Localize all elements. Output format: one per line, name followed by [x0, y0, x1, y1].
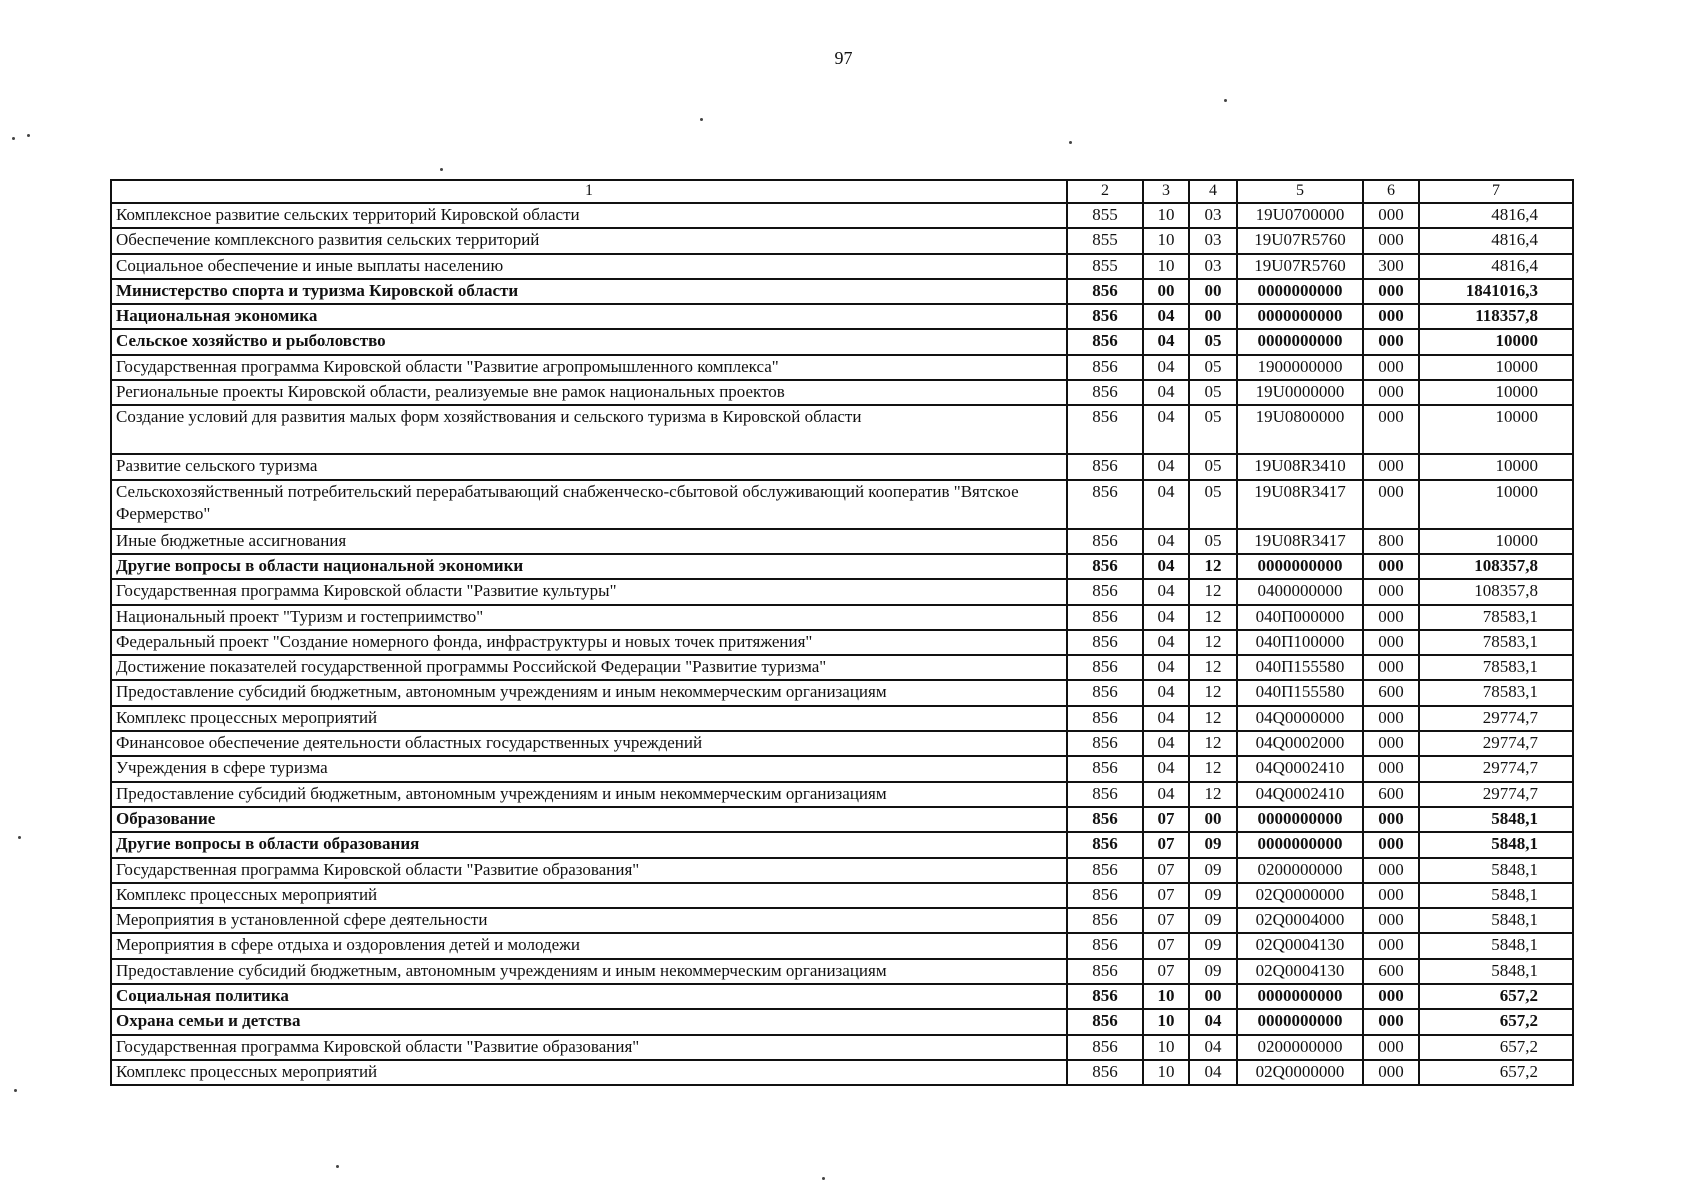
cell-subsection: 05: [1189, 355, 1237, 380]
cell-ved-code: 855: [1067, 254, 1143, 279]
cell-expense-type: 000: [1363, 329, 1419, 354]
cell-section: 04: [1143, 731, 1189, 756]
cell-name: Национальный проект "Туризм и гостеприимство": [111, 605, 1067, 630]
cell-amount: 78583,1: [1419, 680, 1573, 705]
cell-ved-code: 856: [1067, 554, 1143, 579]
cell-section: 07: [1143, 832, 1189, 857]
cell-name: Государственная программа Кировской области "Развитие культуры": [111, 579, 1067, 604]
cell-section: 04: [1143, 706, 1189, 731]
cell-amount: 29774,7: [1419, 756, 1573, 781]
cell-subsection: 12: [1189, 680, 1237, 705]
cell-section: 00: [1143, 279, 1189, 304]
cell-name: Охрана семьи и детства: [111, 1009, 1067, 1034]
table-row: [111, 1009, 1573, 1034]
table-row: [111, 254, 1573, 279]
cell-subsection: 05: [1189, 529, 1237, 554]
cell-ved-code: 856: [1067, 984, 1143, 1009]
cell-expense-type: 000: [1363, 454, 1419, 479]
table-row: [111, 984, 1573, 1009]
cell-target-article: 0000000000: [1237, 1009, 1363, 1034]
cell-amount: 1841016,3: [1419, 279, 1573, 304]
cell-section: 10: [1143, 1060, 1189, 1085]
cell-subsection: 04: [1189, 1009, 1237, 1034]
table-row: [111, 554, 1573, 579]
cell-expense-type: 000: [1363, 1060, 1419, 1085]
cell-name: Достижение показателей государственной программы Российской Федерации "Развитие туризма": [111, 655, 1067, 680]
cell-section: 07: [1143, 933, 1189, 958]
cell-amount: 657,2: [1419, 1060, 1573, 1085]
cell-amount: 29774,7: [1419, 731, 1573, 756]
cell-ved-code: 856: [1067, 731, 1143, 756]
cell-amount: 5848,1: [1419, 883, 1573, 908]
cell-ved-code: 856: [1067, 1035, 1143, 1060]
cell-expense-type: 000: [1363, 380, 1419, 405]
cell-expense-type: 600: [1363, 959, 1419, 984]
cell-amount: 10000: [1419, 529, 1573, 554]
cell-amount: 10000: [1419, 454, 1573, 479]
table-row: [111, 329, 1573, 354]
cell-amount: 5848,1: [1419, 807, 1573, 832]
cell-ved-code: 856: [1067, 355, 1143, 380]
cell-name: Обеспечение комплексного развития сельских территорий: [111, 228, 1067, 253]
table-row: [111, 228, 1573, 253]
cell-amount: 78583,1: [1419, 605, 1573, 630]
cell-section: 04: [1143, 529, 1189, 554]
cell-target-article: 04Q0002410: [1237, 782, 1363, 807]
cell-subsection: 09: [1189, 883, 1237, 908]
cell-expense-type: 000: [1363, 655, 1419, 680]
cell-name: Предоставление субсидий бюджетным, автономным учреждениям и иным некоммерческим организациям: [111, 959, 1067, 984]
cell-amount: 29774,7: [1419, 782, 1573, 807]
table-row: [111, 579, 1573, 604]
cell-ved-code: 856: [1067, 1009, 1143, 1034]
table-row: [111, 832, 1573, 857]
table-row: [111, 380, 1573, 405]
cell-section: 07: [1143, 908, 1189, 933]
cell-target-article: 19U08R3417: [1237, 529, 1363, 554]
cell-name: Региональные проекты Кировской области, реализуемые вне рамок национальных проектов: [111, 380, 1067, 405]
cell-ved-code: 855: [1067, 203, 1143, 228]
cell-name: Финансовое обеспечение деятельности областных государственных учреждений: [111, 731, 1067, 756]
cell-subsection: 12: [1189, 756, 1237, 781]
cell-expense-type: 000: [1363, 228, 1419, 253]
cell-target-article: 19U07R5760: [1237, 254, 1363, 279]
table-row: [111, 279, 1573, 304]
cell-name: Комплекс процессных мероприятий: [111, 1060, 1067, 1085]
col-header-ved: 2: [1067, 180, 1143, 203]
cell-subsection: 12: [1189, 706, 1237, 731]
cell-section: 04: [1143, 756, 1189, 781]
cell-section: 10: [1143, 1009, 1189, 1034]
cell-target-article: 02Q0004130: [1237, 959, 1363, 984]
cell-name: Мероприятия в установленной сфере деятельности: [111, 908, 1067, 933]
cell-ved-code: 856: [1067, 380, 1143, 405]
page-number: 97: [834, 48, 853, 68]
cell-ved-code: 856: [1067, 579, 1143, 604]
cell-target-article: 0000000000: [1237, 329, 1363, 354]
cell-expense-type: 000: [1363, 630, 1419, 655]
cell-section: 04: [1143, 329, 1189, 354]
cell-ved-code: 856: [1067, 908, 1143, 933]
cell-amount: 4816,4: [1419, 228, 1573, 253]
cell-ved-code: 856: [1067, 1060, 1143, 1085]
cell-subsection: 12: [1189, 782, 1237, 807]
cell-expense-type: 000: [1363, 554, 1419, 579]
cell-ved-code: 856: [1067, 756, 1143, 781]
cell-subsection: 12: [1189, 579, 1237, 604]
cell-amount: 10000: [1419, 355, 1573, 380]
table-row: [111, 858, 1573, 883]
col-header-name: 1: [111, 180, 1067, 203]
cell-section: 04: [1143, 655, 1189, 680]
scan-speck: [336, 1165, 339, 1168]
cell-target-article: 0000000000: [1237, 554, 1363, 579]
cell-amount: 78583,1: [1419, 655, 1573, 680]
cell-amount: 657,2: [1419, 1035, 1573, 1060]
cell-target-article: 0000000000: [1237, 279, 1363, 304]
cell-ved-code: 856: [1067, 454, 1143, 479]
cell-target-article: 02Q0004130: [1237, 933, 1363, 958]
cell-amount: 108357,8: [1419, 579, 1573, 604]
cell-ved-code: 856: [1067, 480, 1143, 529]
cell-ved-code: 856: [1067, 680, 1143, 705]
cell-expense-type: 000: [1363, 807, 1419, 832]
cell-expense-type: 000: [1363, 605, 1419, 630]
cell-subsection: 05: [1189, 329, 1237, 354]
cell-name: Развитие сельского туризма: [111, 454, 1067, 479]
table-row: [111, 1060, 1573, 1085]
cell-amount: 10000: [1419, 405, 1573, 454]
cell-amount: 5848,1: [1419, 832, 1573, 857]
cell-subsection: 12: [1189, 630, 1237, 655]
cell-target-article: 0000000000: [1237, 807, 1363, 832]
cell-name: Другие вопросы в области национальной экономики: [111, 554, 1067, 579]
cell-section: 04: [1143, 304, 1189, 329]
cell-subsection: 12: [1189, 731, 1237, 756]
table-row: [111, 203, 1573, 228]
cell-subsection: 12: [1189, 655, 1237, 680]
cell-expense-type: 000: [1363, 832, 1419, 857]
cell-target-article: 0400000000: [1237, 579, 1363, 604]
col-header-sum: 7: [1419, 180, 1573, 203]
cell-target-article: 19U08R3417: [1237, 480, 1363, 529]
scan-speck: [700, 118, 703, 121]
table-row: [111, 782, 1573, 807]
cell-target-article: 19U0700000: [1237, 203, 1363, 228]
cell-name: Комплекс процессных мероприятий: [111, 883, 1067, 908]
cell-section: 04: [1143, 405, 1189, 454]
budget-table: [110, 179, 1574, 1086]
col-header-csr: 5: [1237, 180, 1363, 203]
cell-expense-type: 000: [1363, 1035, 1419, 1060]
header-row: [111, 180, 1573, 203]
cell-ved-code: 856: [1067, 329, 1143, 354]
cell-name: Предоставление субсидий бюджетным, автономным учреждениям и иным некоммерческим организациям: [111, 680, 1067, 705]
cell-target-article: 19U0000000: [1237, 380, 1363, 405]
cell-name: Министерство спорта и туризма Кировской области: [111, 279, 1067, 304]
cell-subsection: 00: [1189, 279, 1237, 304]
cell-amount: 10000: [1419, 380, 1573, 405]
cell-expense-type: 000: [1363, 731, 1419, 756]
cell-expense-type: 000: [1363, 756, 1419, 781]
cell-section: 04: [1143, 605, 1189, 630]
cell-subsection: 03: [1189, 228, 1237, 253]
cell-amount: 5848,1: [1419, 959, 1573, 984]
cell-name: Комплекс процессных мероприятий: [111, 706, 1067, 731]
cell-name: Комплексное развитие сельских территорий Кировской области: [111, 203, 1067, 228]
table-row: [111, 908, 1573, 933]
cell-section: 04: [1143, 454, 1189, 479]
cell-subsection: 12: [1189, 554, 1237, 579]
cell-target-article: 0200000000: [1237, 1035, 1363, 1060]
cell-target-article: 040П000000: [1237, 605, 1363, 630]
cell-expense-type: 000: [1363, 858, 1419, 883]
cell-amount: 10000: [1419, 480, 1573, 529]
cell-name: Национальная экономика: [111, 304, 1067, 329]
cell-expense-type: 000: [1363, 355, 1419, 380]
cell-subsection: 09: [1189, 933, 1237, 958]
table-row: [111, 680, 1573, 705]
table-row: [111, 529, 1573, 554]
cell-name: Мероприятия в сфере отдыха и оздоровления детей и молодежи: [111, 933, 1067, 958]
cell-name: Образование: [111, 807, 1067, 832]
table-row: [111, 304, 1573, 329]
cell-target-article: 19U0800000: [1237, 405, 1363, 454]
cell-subsection: 00: [1189, 807, 1237, 832]
cell-subsection: 05: [1189, 380, 1237, 405]
cell-ved-code: 856: [1067, 630, 1143, 655]
cell-ved-code: 856: [1067, 655, 1143, 680]
table-row: [111, 959, 1573, 984]
cell-name: Создание условий для развития малых форм хозяйствования и сельского туризма в Кировской области: [111, 405, 1067, 454]
cell-subsection: 12: [1189, 605, 1237, 630]
scan-speck: [440, 168, 443, 171]
table-row: [111, 605, 1573, 630]
table-row: [111, 883, 1573, 908]
cell-target-article: 0000000000: [1237, 304, 1363, 329]
cell-expense-type: 000: [1363, 405, 1419, 454]
scan-speck: [27, 134, 30, 137]
cell-ved-code: 856: [1067, 933, 1143, 958]
table-row: [111, 706, 1573, 731]
cell-target-article: 0200000000: [1237, 858, 1363, 883]
cell-name: Социальная политика: [111, 984, 1067, 1009]
cell-section: 04: [1143, 630, 1189, 655]
cell-expense-type: 800: [1363, 529, 1419, 554]
cell-subsection: 03: [1189, 203, 1237, 228]
cell-amount: 4816,4: [1419, 254, 1573, 279]
cell-target-article: 0000000000: [1237, 832, 1363, 857]
cell-name: Государственная программа Кировской области "Развитие образования": [111, 1035, 1067, 1060]
cell-amount: 10000: [1419, 329, 1573, 354]
cell-subsection: 00: [1189, 304, 1237, 329]
cell-target-article: 04Q0002410: [1237, 756, 1363, 781]
cell-amount: 118357,8: [1419, 304, 1573, 329]
cell-target-article: 02Q0004000: [1237, 908, 1363, 933]
cell-target-article: 040П100000: [1237, 630, 1363, 655]
cell-name: Другие вопросы в области образования: [111, 832, 1067, 857]
cell-section: 10: [1143, 984, 1189, 1009]
table-row: [111, 1035, 1573, 1060]
col-header-rz: 3: [1143, 180, 1189, 203]
cell-subsection: 03: [1189, 254, 1237, 279]
scan-speck: [14, 1089, 17, 1092]
cell-amount: 5848,1: [1419, 908, 1573, 933]
cell-section: 04: [1143, 355, 1189, 380]
cell-target-article: 04Q0002000: [1237, 731, 1363, 756]
cell-expense-type: 000: [1363, 480, 1419, 529]
cell-section: 04: [1143, 380, 1189, 405]
cell-name: Иные бюджетные ассигнования: [111, 529, 1067, 554]
cell-amount: 657,2: [1419, 984, 1573, 1009]
cell-amount: 78583,1: [1419, 630, 1573, 655]
cell-subsection: 09: [1189, 959, 1237, 984]
cell-name: Сельское хозяйство и рыболовство: [111, 329, 1067, 354]
cell-target-article: 04Q0000000: [1237, 706, 1363, 731]
cell-section: 07: [1143, 883, 1189, 908]
cell-ved-code: 856: [1067, 529, 1143, 554]
cell-section: 04: [1143, 554, 1189, 579]
table-body: [111, 203, 1573, 1085]
table-row: [111, 355, 1573, 380]
table-row: [111, 655, 1573, 680]
cell-expense-type: 000: [1363, 883, 1419, 908]
cell-expense-type: 000: [1363, 984, 1419, 1009]
table-row: [111, 405, 1573, 454]
cell-ved-code: 856: [1067, 706, 1143, 731]
cell-expense-type: 000: [1363, 203, 1419, 228]
cell-expense-type: 000: [1363, 579, 1419, 604]
cell-ved-code: 856: [1067, 405, 1143, 454]
cell-expense-type: 600: [1363, 680, 1419, 705]
cell-expense-type: 000: [1363, 908, 1419, 933]
cell-expense-type: 000: [1363, 933, 1419, 958]
cell-subsection: 05: [1189, 480, 1237, 529]
cell-ved-code: 856: [1067, 883, 1143, 908]
cell-name: Государственная программа Кировской области "Развитие образования": [111, 858, 1067, 883]
cell-ved-code: 855: [1067, 228, 1143, 253]
cell-amount: 4816,4: [1419, 203, 1573, 228]
table-row: [111, 480, 1573, 529]
cell-amount: 5848,1: [1419, 858, 1573, 883]
col-header-vr: 6: [1363, 180, 1419, 203]
cell-section: 04: [1143, 680, 1189, 705]
cell-subsection: 09: [1189, 908, 1237, 933]
scan-speck: [12, 137, 15, 140]
cell-subsection: 09: [1189, 858, 1237, 883]
table-row: [111, 933, 1573, 958]
cell-subsection: 00: [1189, 984, 1237, 1009]
cell-name: Государственная программа Кировской области "Развитие агропромышленного комплекса": [111, 355, 1067, 380]
cell-ved-code: 856: [1067, 304, 1143, 329]
cell-subsection: 09: [1189, 832, 1237, 857]
table-row: [111, 731, 1573, 756]
cell-expense-type: 000: [1363, 1009, 1419, 1034]
cell-ved-code: 856: [1067, 807, 1143, 832]
cell-ved-code: 856: [1067, 959, 1143, 984]
cell-section: 04: [1143, 782, 1189, 807]
cell-section: 10: [1143, 1035, 1189, 1060]
cell-name: Предоставление субсидий бюджетным, автономным учреждениям и иным некоммерческим организациям: [111, 782, 1067, 807]
col-header-pr: 4: [1189, 180, 1237, 203]
cell-target-article: 02Q0000000: [1237, 883, 1363, 908]
cell-amount: 657,2: [1419, 1009, 1573, 1034]
cell-target-article: 040П155580: [1237, 655, 1363, 680]
table-row: [111, 807, 1573, 832]
cell-subsection: 04: [1189, 1035, 1237, 1060]
scan-speck: [1224, 99, 1227, 102]
cell-amount: 108357,8: [1419, 554, 1573, 579]
table-row: [111, 756, 1573, 781]
table-row: [111, 454, 1573, 479]
cell-section: 10: [1143, 228, 1189, 253]
scan-speck: [18, 836, 21, 839]
cell-name: Федеральный проект "Создание номерного фонда, инфраструктуры и новых точек притяжения": [111, 630, 1067, 655]
scan-speck: [822, 1177, 825, 1180]
cell-section: 04: [1143, 579, 1189, 604]
cell-ved-code: 856: [1067, 605, 1143, 630]
cell-ved-code: 856: [1067, 832, 1143, 857]
cell-section: 10: [1143, 203, 1189, 228]
cell-target-article: 040П155580: [1237, 680, 1363, 705]
cell-target-article: 19U07R5760: [1237, 228, 1363, 253]
cell-ved-code: 856: [1067, 279, 1143, 304]
cell-target-article: 1900000000: [1237, 355, 1363, 380]
cell-expense-type: 000: [1363, 706, 1419, 731]
cell-expense-type: 600: [1363, 782, 1419, 807]
cell-name: Учреждения в сфере туризма: [111, 756, 1067, 781]
table-row: [111, 630, 1573, 655]
scan-speck: [1069, 141, 1072, 144]
cell-target-article: 19U08R3410: [1237, 454, 1363, 479]
cell-section: 07: [1143, 858, 1189, 883]
cell-name: Сельскохозяйственный потребительский перерабатывающий снабженческо-сбытовой обслуживающий кооператив "Вятское Фермерство": [111, 480, 1067, 529]
cell-subsection: 04: [1189, 1060, 1237, 1085]
cell-ved-code: 856: [1067, 858, 1143, 883]
cell-expense-type: 000: [1363, 279, 1419, 304]
cell-expense-type: 000: [1363, 304, 1419, 329]
cell-ved-code: 856: [1067, 782, 1143, 807]
cell-amount: 5848,1: [1419, 933, 1573, 958]
cell-section: 10: [1143, 254, 1189, 279]
cell-target-article: 02Q0000000: [1237, 1060, 1363, 1085]
cell-section: 07: [1143, 807, 1189, 832]
cell-subsection: 05: [1189, 405, 1237, 454]
cell-section: 07: [1143, 959, 1189, 984]
cell-target-article: 0000000000: [1237, 984, 1363, 1009]
cell-expense-type: 300: [1363, 254, 1419, 279]
cell-subsection: 05: [1189, 454, 1237, 479]
cell-name: Социальное обеспечение и иные выплаты населению: [111, 254, 1067, 279]
cell-amount: 29774,7: [1419, 706, 1573, 731]
cell-section: 04: [1143, 480, 1189, 529]
